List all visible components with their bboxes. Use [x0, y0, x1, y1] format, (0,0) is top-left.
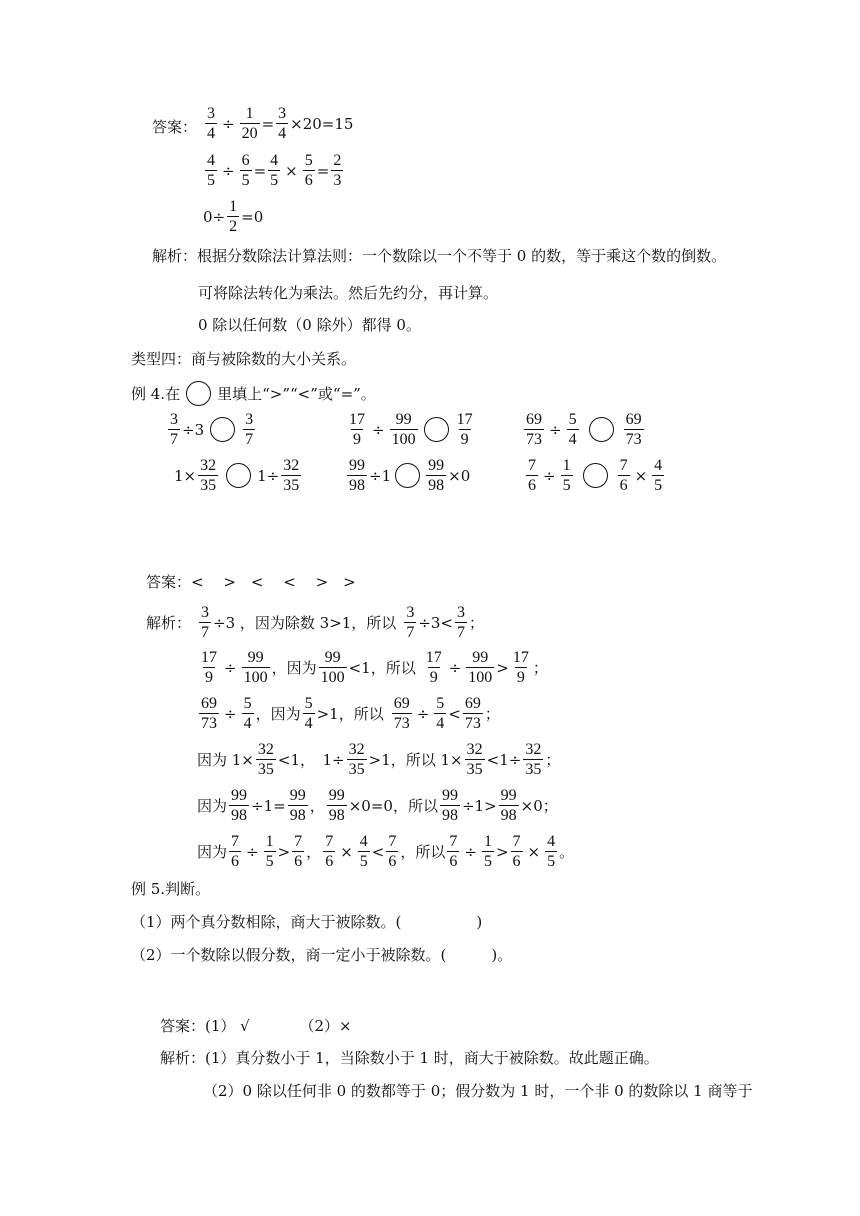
problem-2: $\frac{17}{9}$ ÷ $\frac{99}{100}$ 17 9 — [349, 411, 473, 448]
example-5-title: 例 5.判断。 — [131, 880, 211, 898]
analysis-row-5: 因为 $\frac{99}{98}$ ÷1= $\frac{99}{98}$ ， $\frac{99}{98}$ ×0=0，所以 $\frac{99}{98}$ ÷1> $\frac{99}{98}$ ×0； — [197, 787, 558, 824]
problem-5: $\frac{99}{98}$ ÷1 $\frac{99}{98}$ ×0 — [349, 457, 471, 494]
answer-label: 答案： — [152, 118, 198, 136]
analysis-line-2: 可将除法转化为乘法。然后先约分，再计算。 — [198, 284, 499, 302]
analysis-4-label: 解析： — [146, 614, 192, 632]
example-4-prompt: 例 4.在 里填上“>”“<”或“=”。 — [131, 381, 376, 406]
circle-icon — [186, 381, 211, 406]
problem-4: 1× $\frac{32}{35}$ 1÷ $\frac{32}{35}$ — [174, 457, 300, 494]
answer-eq-2: $\frac{4}{5}$ ÷ $\frac{6}{5}$ = $\frac{4}{5}$ × $\frac{5}{6}$ = $\frac{2}{3}$ — [207, 152, 342, 189]
answer-eq-3: 0÷ $\frac{1}{2}$ =0 — [203, 198, 264, 235]
answer-circle[interactable] — [424, 417, 449, 442]
analysis-line-3: 0 除以任何数（0 除外）都得 0。 — [198, 316, 421, 334]
type-heading: 类型四：商与被除数的大小关系。 — [131, 350, 357, 368]
analysis-row-6: 因为 $\frac{7}{6}$ ÷ $\frac{1}{5}$ > 7 6 ， $\frac{7}{6}$ × $\frac{4}{5}$ < 7 6 ，所以 $\frac{7}{6}$ ÷ $\frac{1}{5}$ > $\frac{7}{6}$ × $\frac{4}{5}$ 。 — [197, 833, 575, 870]
analysis-line-1: 解析：根据分数除法计算法则：一个数除以一个不等于 0 的数，等于乘这个数的倒数。 — [152, 247, 727, 265]
analysis-row-4: 因为 1× $\frac{32}{35}$ <1， 1÷ $\frac{32}{35}$ >1，所以 1× $\frac{32}{35}$ <1÷ $\frac{32}{35}$ ； — [197, 741, 561, 778]
analysis-row-2: $\frac{17}{9}$ ÷ $\frac{99}{100}$ ，因为 99 100 <1，所以 $\frac{17}{9}$ ÷ $\frac{99}{100}$ > 17 9 ； — [201, 649, 548, 686]
problem-3: $\frac{69}{73}$ ÷ $\frac{5}{4}$ 69 73 — [526, 411, 642, 448]
answer-eq-1: $\frac{3}{4}$ ÷ $\frac{1}{20}$ = $\frac{3}{4}$ ×20=15 — [207, 105, 354, 142]
answer-circle[interactable] — [589, 417, 614, 442]
analysis-5-line-2: （2）0 除以任何非 0 的数都等于 0；假分数为 1 时，一个非 0 的数除以 1 商等于 — [203, 1082, 753, 1100]
answer-circle[interactable] — [395, 463, 420, 488]
analysis-row-3: $\frac{69}{73}$ ÷ $\frac{5}{4}$ ，因为 5 4 >1，所以 $\frac{69}{73}$ ÷ $\frac{5}{4}$ < 69 73 ； — [201, 695, 500, 732]
analysis-5-line-1: 解析：(1）真分数小于 1，当除数小于 1 时，商大于被除数。故此题正确。 — [160, 1049, 659, 1067]
problem-1: $\frac{3}{7}$ ÷3 3 7 — [170, 411, 254, 448]
analysis-row-1: $\frac{3}{7}$ ÷3 ，因为除数 3>1，所以 $\frac{3}{7}$ ÷3< 3 7 ； — [201, 604, 485, 641]
problem-6: $\frac{7}{6}$ ÷ $\frac{1}{5}$ $\frac{7}{6}$ × $\frac{4}{5}$ — [528, 457, 663, 494]
answer-5: 答案：(1） √ （2）× — [160, 1017, 352, 1035]
example-5-q1: （1）两个真分数相除，商大于被除数。( ) — [131, 913, 483, 931]
answer-4: 答案：< > < < > > — [146, 573, 356, 591]
example-5-q2: （2）一个数除以假分数，商一定小于被除数。( )。 — [131, 946, 513, 964]
answer-circle[interactable] — [210, 417, 235, 442]
answer-circle[interactable] — [226, 463, 251, 488]
answer-circle[interactable] — [583, 463, 608, 488]
